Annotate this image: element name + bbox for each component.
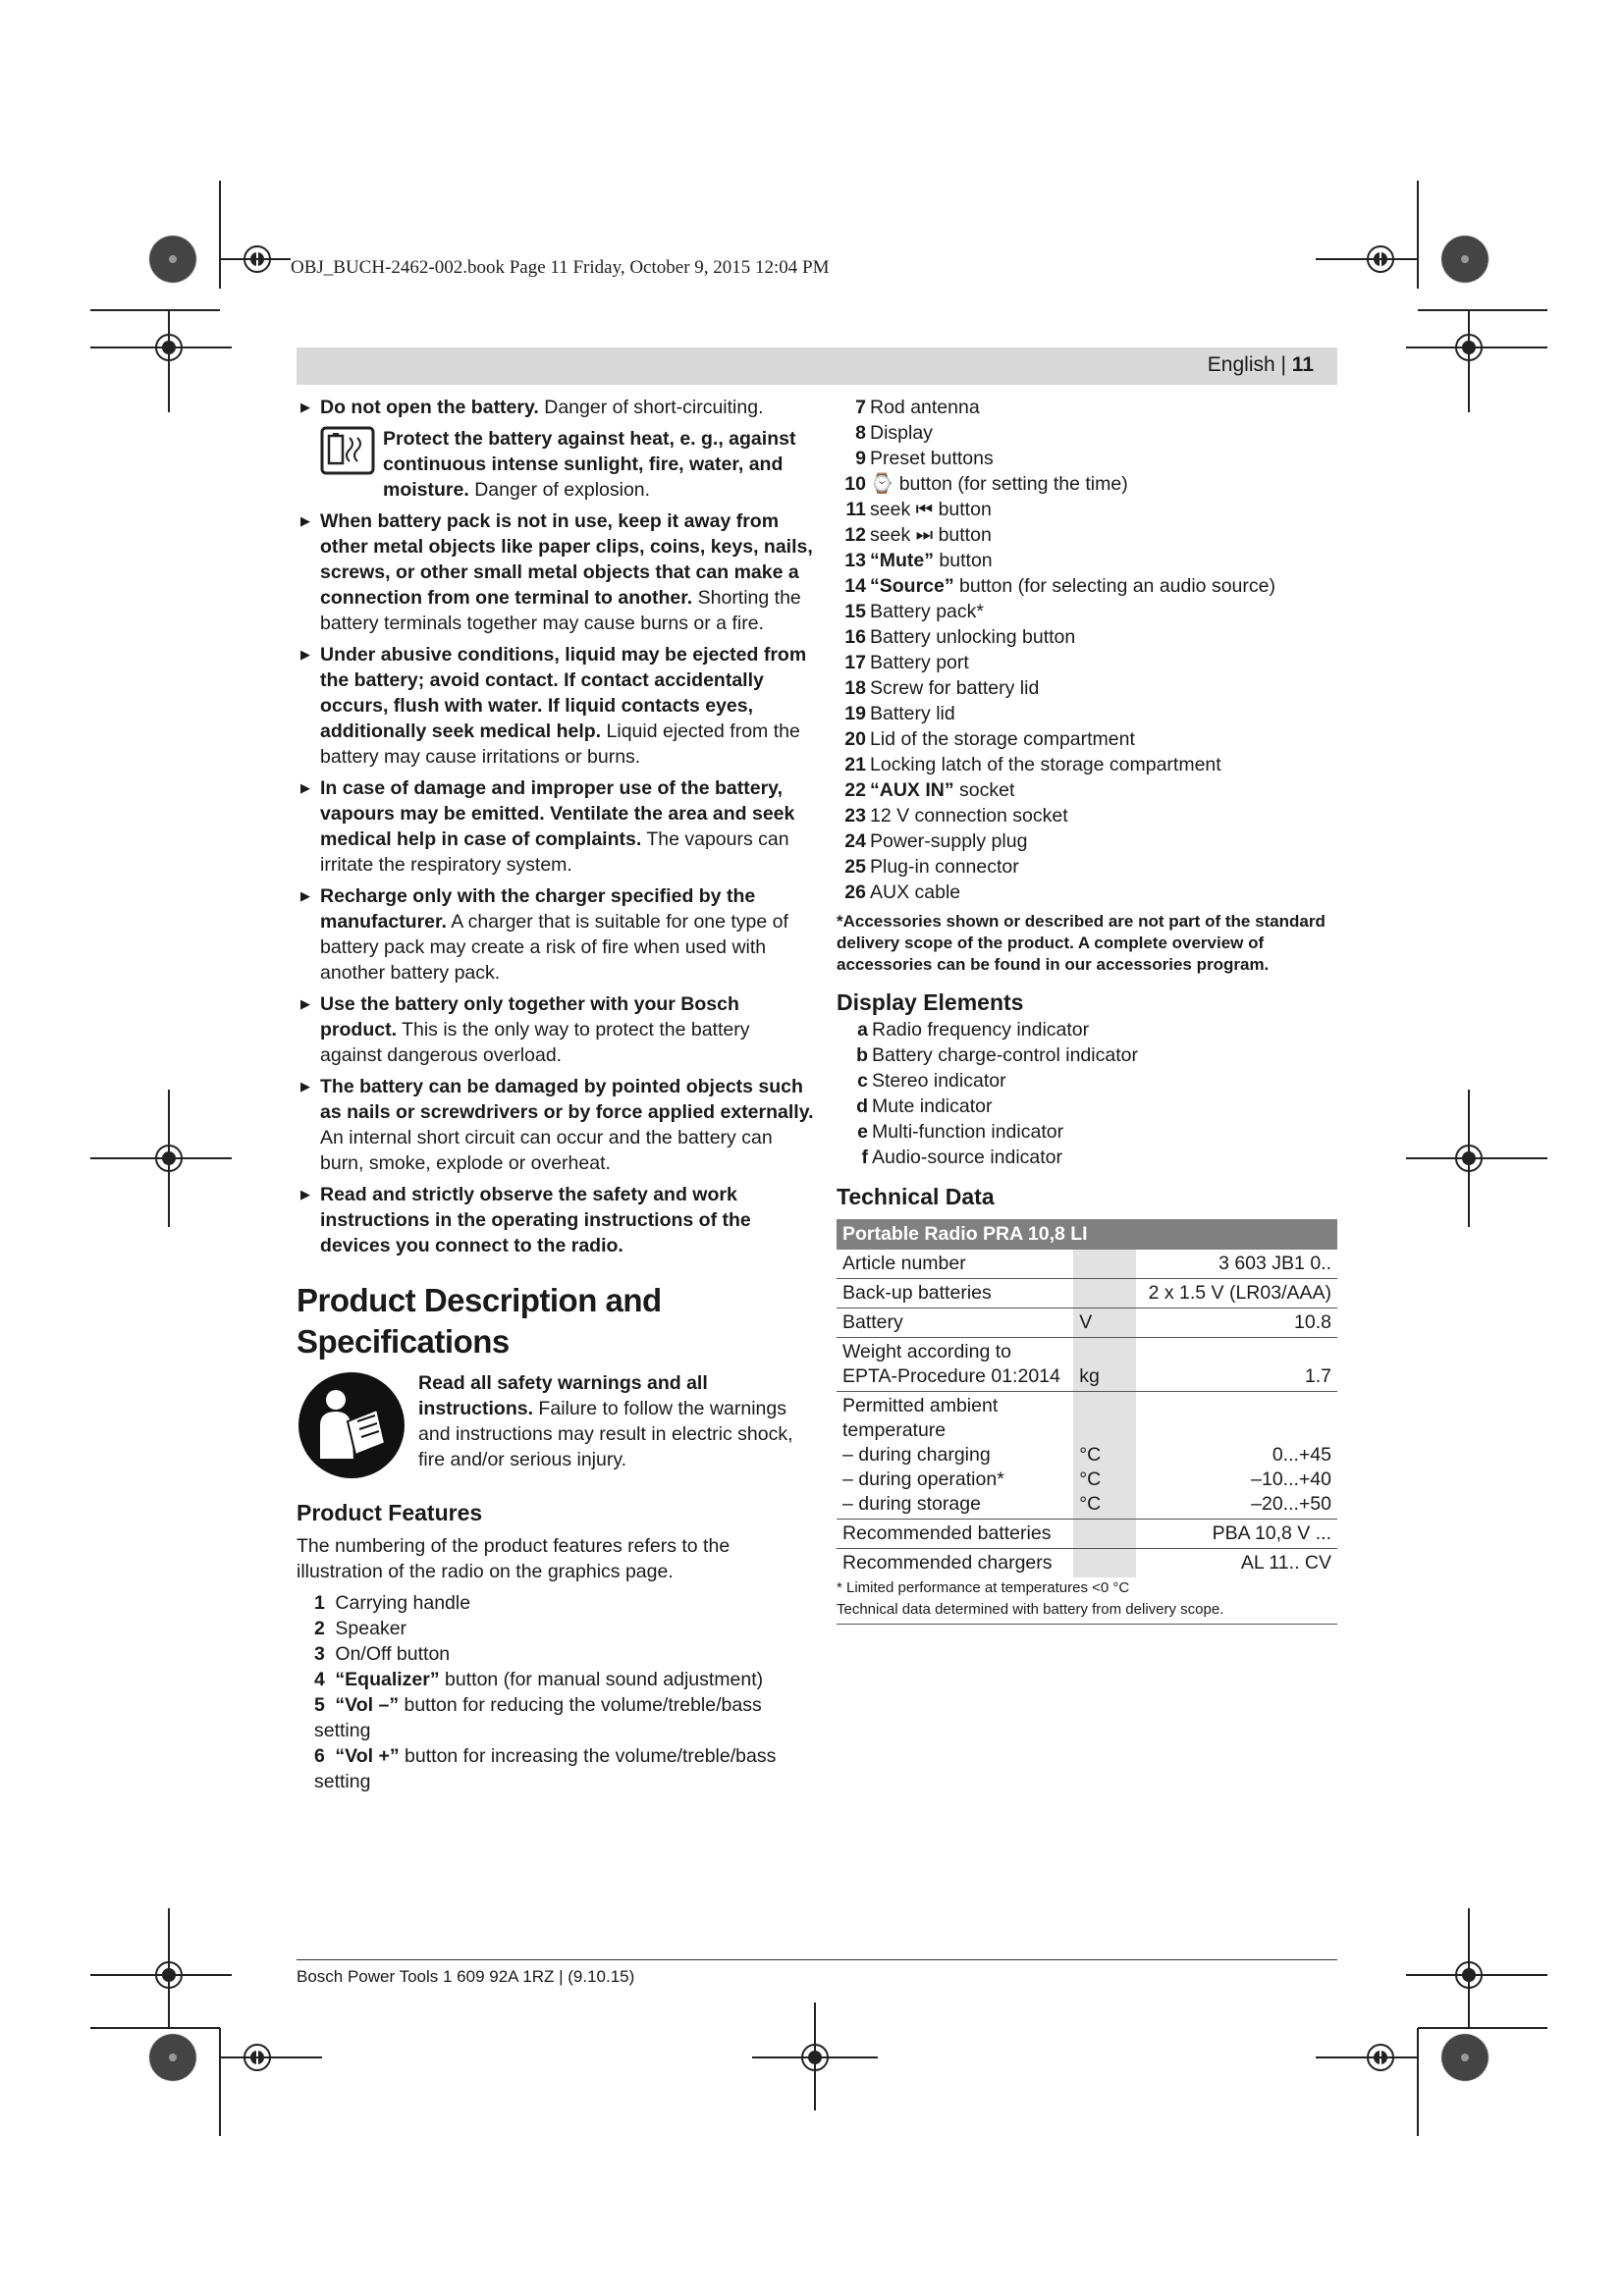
row-unit: V: [1073, 1308, 1136, 1338]
display-elements-title: Display Elements: [837, 989, 1024, 1015]
feature-item: [837, 573, 1337, 599]
bullet-bold: Recharge only with the charger specified by the manufacturer.: [320, 885, 756, 933]
feature-bold: “Equalizer”: [335, 1669, 440, 1690]
feature-number: 18: [844, 677, 866, 699]
safety-bullet: [297, 642, 815, 770]
feature-bold: “Vol –”: [335, 1694, 400, 1716]
row-value: 1.7: [1136, 1338, 1337, 1392]
safety-bullet: [297, 1182, 815, 1258]
row-value: AL 11.. CV: [1240, 1552, 1331, 1574]
safety-bullet: [297, 395, 815, 420]
row-value: 2 x 1.5 V (LR03/AAA): [1136, 1279, 1337, 1308]
feature-item: [297, 1667, 815, 1692]
display-element-letter: d: [856, 1095, 868, 1117]
feature-text: Battery pack*: [870, 601, 984, 622]
bullet-text: The vapours can irritate the respiratory system.: [320, 828, 789, 876]
feature-text: On/Off button: [335, 1643, 451, 1665]
row-unit: [1073, 1392, 1136, 1520]
feature-item: [837, 599, 1337, 624]
feature-item: [297, 1692, 815, 1743]
read-manual-icon: [297, 1370, 406, 1480]
heat-warning-bold: Protect the battery against heat, e. g., against continuous intense sunlight, fire, water, and moisture.: [383, 428, 796, 501]
feature-bold: “AUX IN”: [870, 779, 954, 801]
display-element-letter: a: [857, 1019, 868, 1041]
feature-item: [837, 777, 1337, 803]
feature-number: 7: [855, 397, 866, 418]
feature-text: Locking latch of the storage compartment: [870, 754, 1221, 775]
feature-item: [837, 395, 1337, 420]
bullet-bold: Read and strictly observe the safety and work instructions in the operating instructions of the devices you connect to the radio.: [320, 1184, 751, 1256]
feature-text: button for reducing the volume/treble/bass setting: [314, 1694, 762, 1741]
row-label: Recommended chargers: [842, 1552, 1053, 1574]
feature-item: [837, 497, 1337, 522]
table-row: [837, 1338, 1337, 1392]
display-element-item: [837, 1042, 1337, 1068]
feature-text: Lid of the storage compartment: [870, 728, 1135, 750]
bullet-bold: Use the battery only together with your Bosch product.: [320, 993, 739, 1041]
display-element-text: Radio frequency indicator: [872, 1019, 1090, 1041]
row-label-line: Permitted ambient: [842, 1395, 999, 1416]
feature-number: 16: [844, 626, 866, 648]
page-number: 11: [1291, 353, 1314, 376]
display-element-text: Stereo indicator: [872, 1070, 1006, 1092]
feature-item: [837, 752, 1337, 777]
bullet-text: Shorting the battery terminals together may cause burns or a fire.: [320, 587, 801, 634]
row-unit: [1073, 1549, 1136, 1578]
feature-number: 22: [844, 779, 866, 801]
bullet-arrow-icon: ▶: [300, 1079, 310, 1094]
print-line: OBJ_BUCH-2462-002.book Page 11 Friday, October 9, 2015 12:04 PM: [291, 257, 830, 278]
safety-bullet: [297, 775, 815, 878]
left-column: [297, 395, 815, 1794]
feature-item: [837, 701, 1337, 726]
heat-warning-text: [383, 426, 815, 503]
feature-item: [837, 624, 1337, 650]
row-label: [837, 1392, 1073, 1520]
feature-text: button for increasing the volume/treble/bass setting: [314, 1745, 777, 1792]
feature-bold: “Vol +”: [335, 1745, 400, 1767]
accessories-note: *Accessories shown or described are not part of the standard delivery scope of the product. A complete overview of accessories can be found in our accessories program.: [837, 912, 1326, 974]
table-row: [837, 1250, 1337, 1279]
table-row: [837, 1279, 1337, 1308]
row-unit: [1073, 1250, 1136, 1279]
feature-text: Speaker: [335, 1618, 407, 1639]
right-column: [837, 395, 1337, 1625]
feature-text: Battery port: [870, 652, 969, 673]
technical-data-title: Technical Data: [837, 1184, 995, 1209]
row-label: Back-up batteries: [837, 1279, 1073, 1308]
feature-number: 21: [844, 754, 866, 775]
row-unit-line: °C: [1079, 1493, 1102, 1515]
features-intro: The numbering of the product features refers to the illustration of the radio on the graphics page.: [297, 1535, 731, 1582]
feature-item: [837, 675, 1337, 701]
bullet-arrow-icon: ▶: [300, 888, 310, 903]
feature-item: [837, 471, 1337, 497]
feature-text: Rod antenna: [870, 397, 980, 418]
safety-bullet: [297, 991, 815, 1068]
display-element-item: [837, 1119, 1337, 1145]
footer-rule: [297, 1959, 1337, 1960]
feature-text: 12 V connection socket: [870, 805, 1068, 827]
table-header-row: [837, 1219, 1337, 1250]
feature-item: [837, 420, 1337, 446]
feature-number: 11: [845, 499, 866, 520]
bullet-arrow-icon: ▶: [300, 996, 310, 1011]
feature-text: Battery unlocking button: [870, 626, 1076, 648]
row-label: Battery: [837, 1308, 1073, 1338]
bullet-bold: The battery can be damaged by pointed objects such as nails or screwdrivers or by force applied externally.: [320, 1076, 814, 1123]
feature-number: 12: [844, 524, 866, 546]
features-title: Product Features: [297, 1500, 483, 1525]
display-element-text: Audio-source indicator: [872, 1147, 1063, 1168]
row-value: 10.8: [1136, 1308, 1337, 1338]
feature-number: 6: [314, 1745, 325, 1767]
feature-item: [837, 726, 1337, 752]
feature-item: [837, 548, 1337, 573]
feature-number: 10: [844, 473, 866, 495]
read-instructions-warning: [297, 1370, 815, 1480]
row-label-line: EPTA-Procedure 01:2014: [842, 1365, 1060, 1387]
feature-text: seek ⏭ button: [870, 524, 992, 546]
safety-bullet: [297, 883, 815, 986]
display-element-text: Multi-function indicator: [872, 1121, 1064, 1143]
feature-text: button (for selecting an audio source): [953, 575, 1275, 597]
feature-bold: “Mute”: [870, 550, 934, 571]
section-title: Product Description and Specifications: [297, 1282, 662, 1360]
row-unit: kg: [1073, 1338, 1136, 1392]
bullet-bold: In case of damage and improper use of the battery, vapours may be emitted. Ventilate the area and seek medical help in case of complaints.: [320, 777, 795, 850]
feature-number: 13: [844, 550, 866, 571]
row-value: 3 603 JB1 0..: [1136, 1250, 1337, 1279]
table-row: [837, 1392, 1337, 1520]
feature-number: 25: [844, 856, 866, 878]
bullet-text: Liquid ejected from the battery may cause irritations or burns.: [320, 721, 800, 768]
bullet-text: This is the only way to protect the battery against dangerous overload.: [320, 1019, 750, 1066]
bullet-arrow-icon: ▶: [300, 1187, 310, 1201]
feature-item: [837, 828, 1337, 854]
row-label-line: temperature: [842, 1419, 947, 1441]
read-warning-text: [418, 1370, 815, 1472]
display-element-letter: c: [857, 1070, 868, 1092]
feature-text: socket: [953, 779, 1015, 801]
feature-item: [837, 446, 1337, 471]
row-value-line: –20...+50: [1251, 1493, 1331, 1515]
row-label-line: – during operation*: [842, 1468, 1004, 1490]
row-label: [837, 1338, 1073, 1392]
display-element-letter: e: [857, 1121, 868, 1143]
feature-item: [837, 650, 1337, 675]
bullet-bold: When battery pack is not in use, keep it away from other metal objects like paper clips, coins, keys, nails, screws, or other small metal objects that can make a connection from one terminal to another.: [320, 510, 813, 609]
read-warning-normal: Failure to follow the warnings and instructions may result in electric shock, fire and/or serious injury.: [418, 1398, 793, 1470]
safety-bullet: [297, 508, 815, 636]
display-element-item: [837, 1068, 1337, 1094]
row-value: [1136, 1392, 1337, 1520]
feature-text: AUX cable: [870, 881, 961, 903]
feature-item: [837, 522, 1337, 548]
display-element-item: [837, 1017, 1337, 1042]
feature-text: seek ⏮ button: [870, 499, 992, 520]
features-list: [297, 1590, 815, 1794]
bullet-text: A charger that is suitable for one type of battery pack may create a risk of fire when used with another battery pack.: [320, 911, 788, 984]
feature-number: 26: [844, 881, 866, 903]
table-footnote: Technical data determined with battery from delivery scope.: [837, 1599, 1337, 1625]
heat-warning-normal: Danger of explosion.: [468, 479, 651, 501]
feature-number: 17: [844, 652, 866, 673]
row-unit: [1073, 1520, 1136, 1549]
feature-bold: “Source”: [870, 575, 954, 597]
feature-number: 23: [844, 805, 866, 827]
row-label: Article number: [837, 1250, 1073, 1279]
feature-number: 5: [314, 1694, 325, 1716]
display-element-letter: f: [861, 1147, 868, 1168]
feature-number: 14: [844, 575, 866, 597]
row-unit-line: °C: [1079, 1444, 1102, 1466]
bullet-arrow-icon: ▶: [300, 400, 310, 414]
feature-item: [297, 1743, 815, 1794]
feature-text: button (for manual sound adjustment): [439, 1669, 764, 1690]
feature-item: [837, 880, 1337, 905]
feature-text: Battery lid: [870, 703, 955, 724]
feature-text: Screw for battery lid: [870, 677, 1040, 699]
display-element-item: [837, 1094, 1337, 1119]
feature-number: 19: [844, 703, 866, 724]
bullet-arrow-icon: ▶: [300, 780, 310, 795]
technical-data-table: [837, 1219, 1337, 1577]
bullet-arrow-icon: ▶: [300, 513, 310, 528]
feature-item: [297, 1641, 815, 1667]
header-text: [1208, 353, 1314, 377]
table-row: [837, 1549, 1337, 1578]
row-value-line: 0...+45: [1272, 1444, 1331, 1466]
display-element-text: Battery charge-control indicator: [872, 1044, 1138, 1066]
row-label: Recommended batteries: [837, 1520, 1073, 1549]
feature-text: Carrying handle: [335, 1592, 471, 1614]
display-element-item: [837, 1145, 1337, 1170]
feature-text: Power-supply plug: [870, 830, 1028, 852]
row-unit: [1073, 1279, 1136, 1308]
bullet-bold: Do not open the battery.: [320, 397, 539, 418]
table-footnote: * Limited performance at temperatures <0 °C: [837, 1579, 1130, 1596]
feature-text: button: [934, 550, 993, 571]
feature-text: Display: [870, 422, 933, 444]
feature-number: 1: [314, 1592, 325, 1614]
feature-number: 2: [314, 1618, 325, 1639]
bullet-arrow-icon: ▶: [300, 647, 310, 662]
safety-bullet: [297, 1074, 815, 1176]
feature-number: 3: [314, 1643, 325, 1665]
bullet-text: Danger of short-circuiting.: [538, 397, 764, 418]
table-header: Portable Radio PRA 10,8 LI: [837, 1219, 1337, 1250]
feature-number: 24: [844, 830, 866, 852]
feature-number: 8: [855, 422, 866, 444]
feature-number: 4: [314, 1669, 325, 1690]
feature-number: 20: [844, 728, 866, 750]
feature-item: [297, 1616, 815, 1641]
display-element-text: Mute indicator: [872, 1095, 993, 1117]
feature-item: [297, 1590, 815, 1616]
battery-heat-warning-icon: [320, 426, 375, 475]
row-label-line: – during storage: [842, 1493, 981, 1515]
bullet-bold: Under abusive conditions, liquid may be ejected from the battery; avoid contact. If contact accidentally occurs, flush with water. If liquid contacts eyes, additionally seek medical help.: [320, 644, 807, 742]
table-row: [837, 1520, 1337, 1549]
page-footer: Bosch Power Tools 1 609 92A 1RZ | (9.10.15): [297, 1967, 635, 1986]
row-unit-line: °C: [1079, 1468, 1102, 1490]
row-label-line: Weight according to: [842, 1341, 1011, 1362]
row-label-line: – during charging: [842, 1444, 991, 1466]
feature-number: 9: [855, 448, 866, 469]
header-language: English |: [1207, 353, 1292, 376]
feature-text: Preset buttons: [870, 448, 994, 469]
feature-number: 15: [844, 601, 866, 622]
heat-warning: [320, 426, 815, 503]
read-warning-bold: Read all safety warnings and all instructions.: [418, 1372, 708, 1419]
feature-text: ⌚ button (for setting the time): [870, 473, 1128, 495]
feature-item: [837, 803, 1337, 828]
page-header: [297, 347, 1337, 385]
row-value: PBA 10,8 V ...: [1136, 1520, 1337, 1549]
feature-text: Plug-in connector: [870, 856, 1019, 878]
row-value-line: –10...+40: [1251, 1468, 1331, 1490]
display-element-letter: b: [856, 1044, 868, 1066]
bullet-text: An internal short circuit can occur and the battery can burn, smoke, explode or overheat.: [320, 1127, 773, 1174]
table-row: [837, 1308, 1337, 1338]
feature-item: [837, 854, 1337, 880]
